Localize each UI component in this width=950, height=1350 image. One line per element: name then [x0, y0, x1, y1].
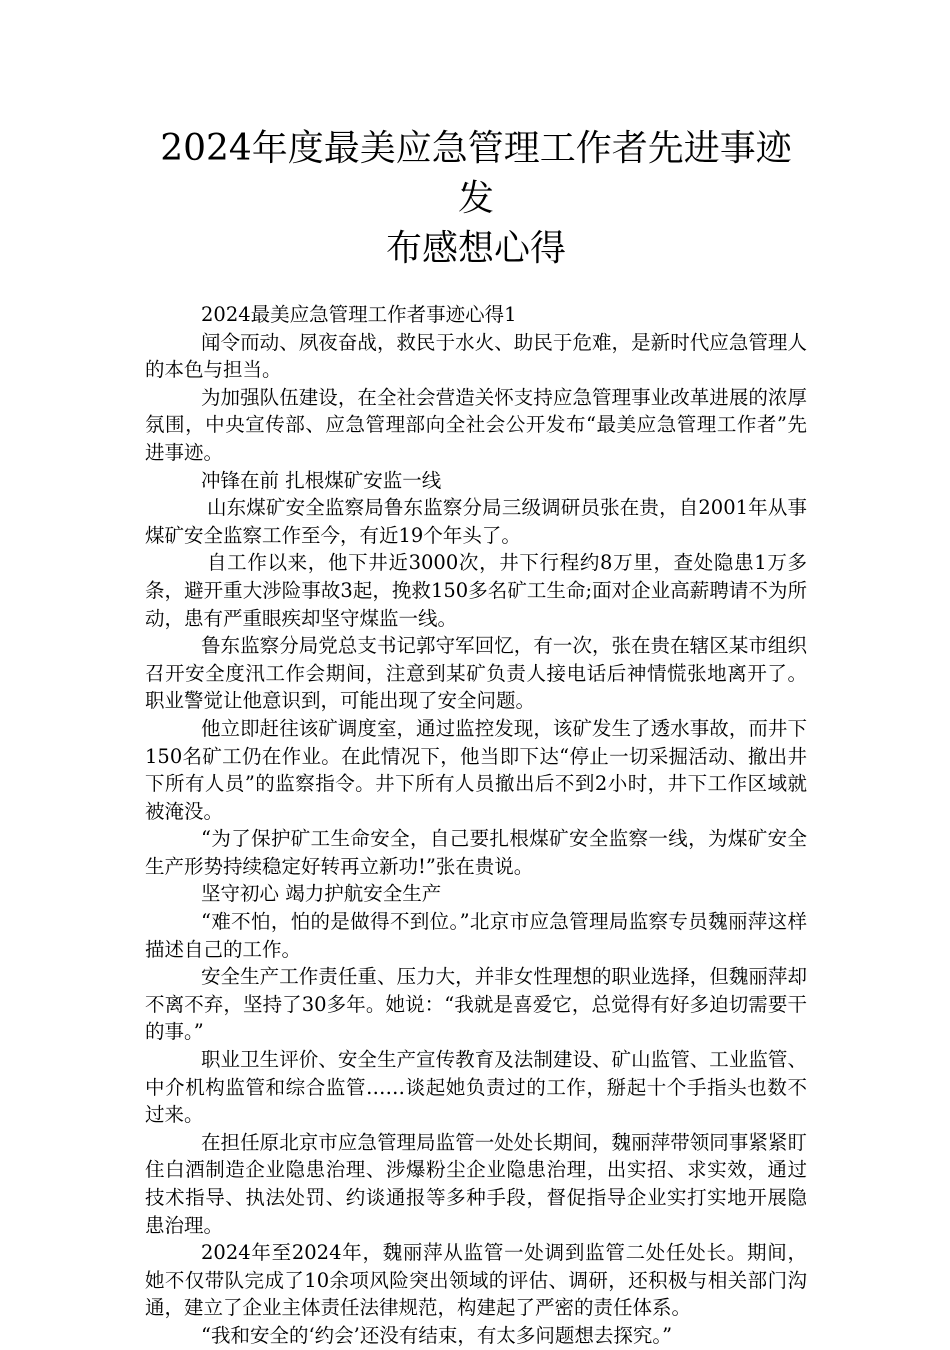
document-title — [145, 124, 807, 274]
title-line-1: 2024年度最美应急管理工作者先进事迹发 — [160, 128, 792, 219]
document-body — [145, 301, 807, 1350]
paragraph: 2024年至2024年，魏丽萍从监管一处调到监管二处任处长。期间，她不仅带队完成了10余项风险突出领域的评估、调研，还积极与相关部门沟通，建立了企业主体责任法律规范，构建起了严密的责任体系。 — [145, 1241, 807, 1320]
paragraph: 山东煤矿安全监察局鲁东监察分局三级调研员张在贵，自2001年从事煤矿安全监察工作至今，有近19个年头了。 — [145, 496, 807, 547]
paragraph: 安全生产工作责任重、压力大，并非女性理想的职业选择，但魏丽萍却不离不弃，坚持了30多年。她说：“我就是喜爱它，总觉得有好多迫切需要干的事。” — [145, 965, 807, 1044]
paragraph: 闻令而动、夙夜奋战，救民于水火、助民于危难，是新时代应急管理人的本色与担当。 — [145, 330, 807, 382]
paragraph: “我和安全的‘约会’还没有结束，有太多问题想去探究。” — [201, 1323, 673, 1347]
paragraph: 在担任原北京市应急管理局监管一处处长期间，魏丽萍带领同事紧紧盯住白酒制造企业隐患治理、涉爆粉尘企业隐患治理，出实招、求实效，通过技术指导、执法处罚、约谈通报等多种手段，督促指导企业实打实地开展隐患治理。 — [145, 1130, 807, 1237]
paragraph: 为加强队伍建设，在全社会营造关怀支持应急管理事业改革进展的浓厚氛围，中央宣传部、应急管理部向全社会公开发布“最美应急管理工作者”先进事迹。 — [145, 385, 807, 464]
paragraph: “难不怕，怕的是做得不到位。”北京市应急管理局监察专员魏丽萍这样描述自己的工作。 — [145, 910, 807, 961]
paragraph: 职业卫生评价、安全生产宣传教育及法制建设、矿山监管、工业监管、中介机构监管和综合监管……谈起她负责过的工作，掰起十个手指头也数不过来。 — [145, 1048, 807, 1127]
subheading: 坚守初心 竭力护航安全生产 — [201, 882, 442, 906]
title-line-2: 布感想心得 — [385, 228, 566, 269]
document-page — [145, 0, 807, 1350]
section-heading: 2024最美应急管理工作者事迹心得1 — [201, 303, 517, 326]
paragraph: 自工作以来，他下井近3000次，井下行程约8万里，查处隐患1万多条，避开重大涉险事故3起，挽救150多名矿工生命;面对企业高薪聘请不为所动，患有严重眼疾却坚守煤监一线。 — [145, 551, 807, 630]
subheading: 冲锋在前 扎根煤矿安监一线 — [201, 468, 442, 492]
paragraph: 鲁东监察分局党总支书记郭守军回忆，有一次，张在贵在辖区某市组织召开安全度汛工作会期间，注意到某矿负责人接电话后神情慌张地离开了。职业警觉让他意识到，可能出现了安全问题。 — [145, 634, 807, 713]
paragraph: 他立即赶往该矿调度室，通过监控发现，该矿发生了透水事故，而井下150名矿工仍在作业。在此情况下，他当即下达“停止一切采掘活动、撤出井下所有人员”的监察指令。井下所有人员撤出后不到2小时，井下工作区域就被淹没。 — [145, 716, 807, 823]
paragraph: “为了保护矿工生命安全，自己要扎根煤矿安全监察一线，为煤矿安全生产形势持续稳定好转再立新功!”张在贵说。 — [145, 827, 807, 878]
